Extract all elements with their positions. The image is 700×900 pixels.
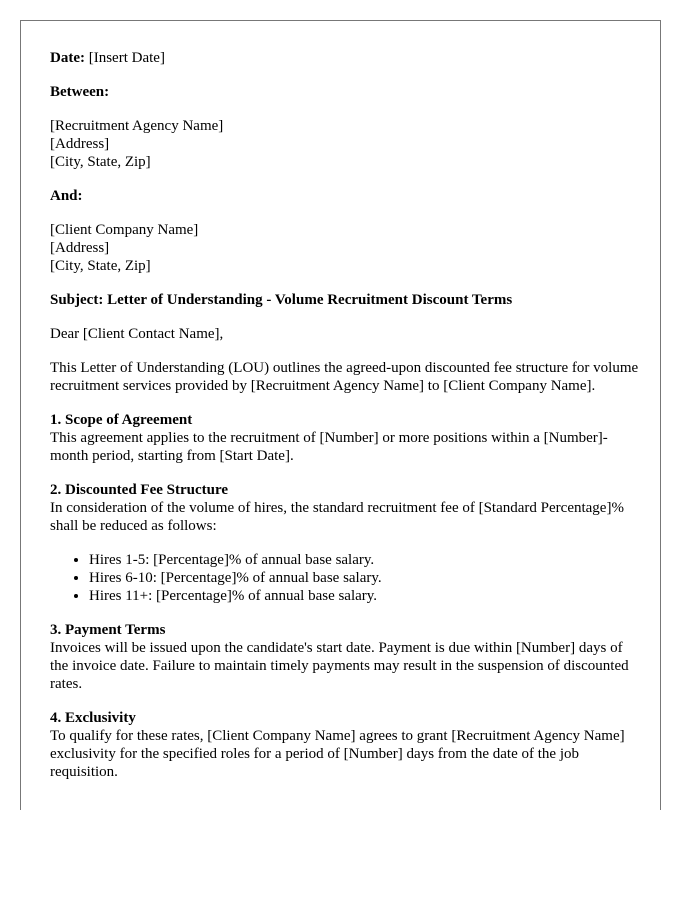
agency-address-block: [50, 117, 640, 171]
list-item: • Hires 11+: [Percentage]% of annual base salary.: [89, 587, 640, 605]
section-text: This agreement applies to the recruitment of [Number] or more positions within a [Number]-month period, starting from [Start Date].: [50, 430, 608, 464]
client-address-block: [50, 221, 640, 275]
date-label: Date:: [50, 50, 85, 66]
section-text: Invoices will be issued upon the candidate's start date. Payment is due within [Number] days of the invoice date. Failure to maintain timely payments may result in the suspension of discounted rates.: [50, 640, 629, 692]
document-page: [20, 20, 661, 810]
fee-tier-list: [50, 551, 640, 605]
section-title: 3. Payment Terms: [50, 622, 166, 638]
list-item: • Hires 6-10: [Percentage]% of annual base salary.: [89, 569, 640, 587]
section-text: In consideration of the volume of hires, the standard recruitment fee of [Standard Percentage]% shall be reduced as follows:: [50, 500, 624, 534]
section-text: To qualify for these rates, [Client Company Name] agrees to grant [Recruitment Agency Name] exclusivity for the specified roles for a period of [Number] days from the date of the job requisition.: [50, 728, 625, 780]
client-company-name: [Client Company Name]: [50, 222, 199, 238]
agency-name: [Recruitment Agency Name]: [50, 118, 224, 134]
intro-paragraph: This Letter of Understanding (LOU) outlines the agreed-upon discounted fee structure for volume recruitment services provided by [Recruitment Agency Name] to [Client Company Name].: [50, 360, 639, 394]
section-title: 1. Scope of Agreement: [50, 412, 193, 428]
client-city-state-zip: [City, State, Zip]: [50, 258, 151, 274]
section-title: 4. Exclusivity: [50, 710, 136, 726]
document-body: [50, 49, 640, 781]
list-item: • Hires 1-5: [Percentage]% of annual base salary.: [89, 551, 640, 569]
date-line: [50, 49, 640, 67]
date-value: [Insert Date]: [84, 50, 165, 66]
agency-city-state-zip: [City, State, Zip]: [50, 154, 151, 170]
salutation: Dear [Client Contact Name],: [50, 326, 224, 342]
section-title: 2. Discounted Fee Structure: [50, 482, 229, 498]
client-address: [Address]: [50, 240, 110, 256]
section-fee-structure: [50, 481, 640, 605]
agency-address: [Address]: [50, 136, 110, 152]
section-scope: [50, 411, 640, 465]
subject-line: Subject: Letter of Understanding - Volume Recruitment Discount Terms: [50, 292, 513, 308]
section-exclusivity: [50, 709, 640, 781]
between-heading: Between:: [50, 84, 110, 100]
and-heading: And:: [50, 188, 83, 204]
section-payment-terms: [50, 621, 640, 693]
